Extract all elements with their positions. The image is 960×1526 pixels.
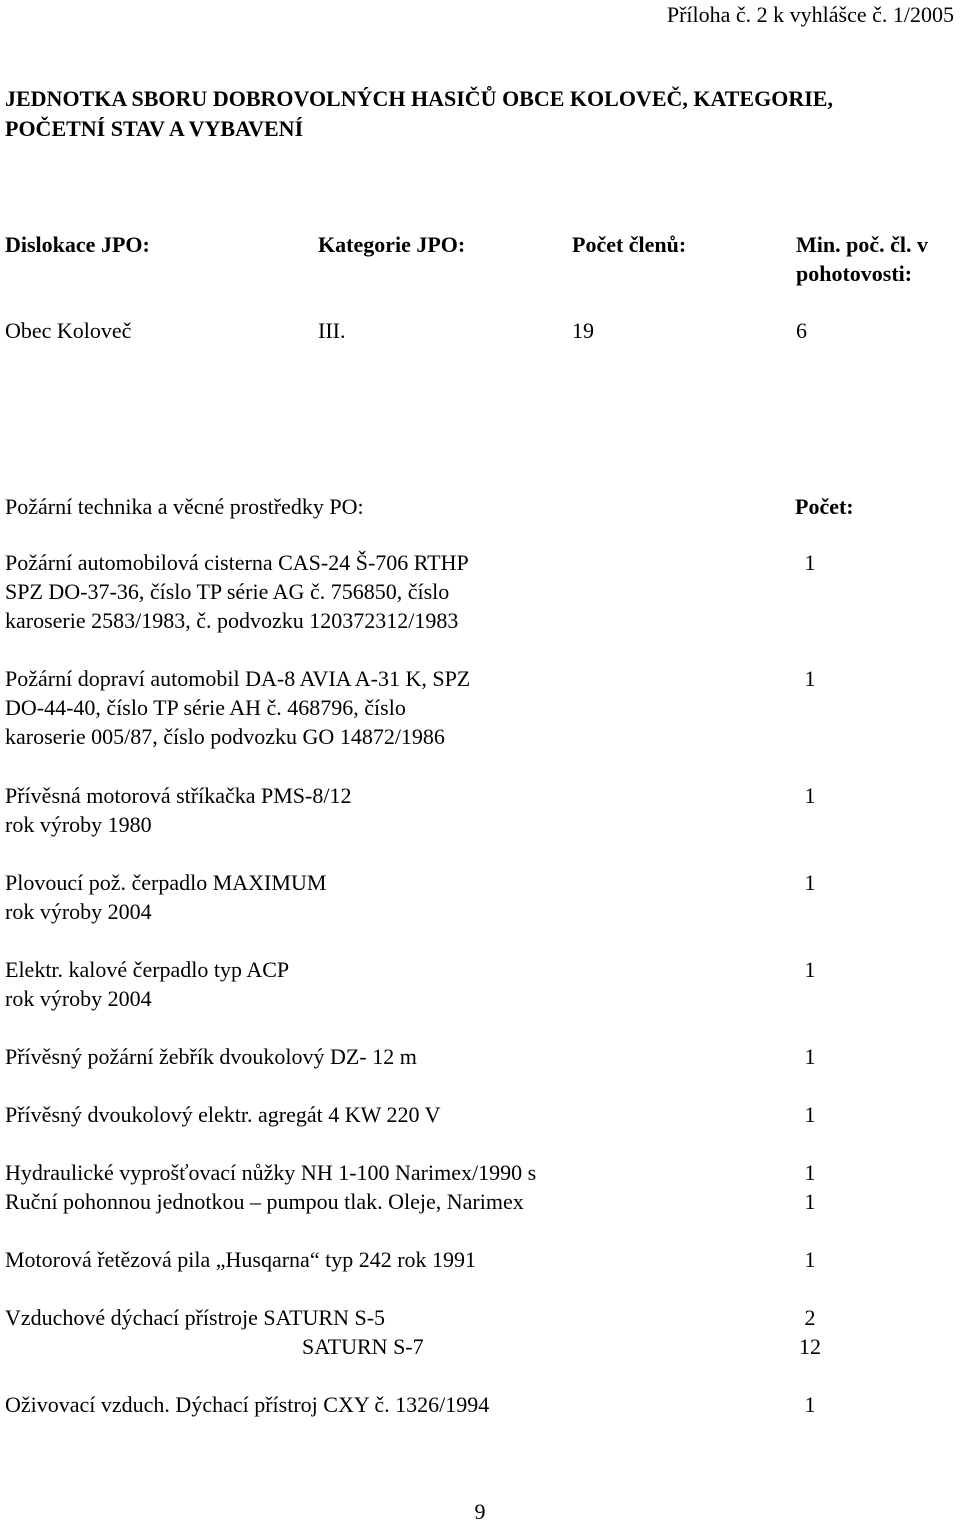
equipment-item: Oživovací vzduch. Dýchací přístroj CXY č. 1326/1994: [5, 1392, 490, 1417]
label-dislocation: Dislokace JPO:: [5, 232, 150, 257]
annex-reference: Příloha č. 2 k vyhlášce č. 1/2005: [666, 2, 954, 27]
equipment-item: Požární automobilová cisterna CAS-24 Š-706 RTHP SPZ DO-37-36, číslo TP série AG č. 756850, číslo karoserie 2583/1983, č. podvozku 120372312/1983: [5, 550, 469, 633]
equipment-heading: Požární technika a věcné prostředky PO:: [5, 494, 364, 519]
equipment-item: Ruční pohonnou jednotkou – pumpou tlak. Oleje, Narimex: [5, 1189, 524, 1214]
label-min-ready-cont: pohotovosti:: [796, 261, 913, 286]
title-line: JEDNOTKA SBORU DOBROVOLNÝCH HASIČŮ OBCE KOLOVEČ, KATEGORIE,: [5, 86, 833, 111]
equipment-count: 1: [804, 783, 816, 808]
page-number: 9: [474, 1499, 486, 1524]
equipment-item: Plovoucí pož. čerpadlo MAXIMUM rok výroby 2004: [5, 870, 327, 924]
equipment-item: Elektr. kalové čerpadlo typ ACP rok výroby 2004: [5, 957, 290, 1011]
equipment-count: 1: [804, 1247, 816, 1272]
equipment-item: Motorová řetězová pila „Husqarna“ typ 242 rok 1991: [5, 1247, 477, 1272]
value-category: III.: [318, 318, 346, 343]
equipment-item: SATURN S-7: [302, 1334, 424, 1359]
equipment-item: Přívěsná motorová stříkačka PMS-8/12 rok výroby 1980: [5, 783, 352, 837]
equipment-item: Požární dopraví automobil DA-8 AVIA A-31 K, SPZ DO-44-40, číslo TP série AH č. 468796, číslo karoserie 005/87, číslo podvozku GO 14872/1986: [5, 666, 471, 749]
equipment-count: 1: [804, 1044, 816, 1069]
value-min-ready: 6: [796, 318, 807, 343]
equipment-count: 1: [804, 1392, 816, 1417]
document-title: [5, 84, 833, 144]
equipment-item: Vzduchové dýchací přístroje SATURN S-5: [5, 1305, 386, 1330]
equipment-count: 1: [804, 1102, 816, 1127]
value-dislocation: Obec Koloveč: [5, 318, 132, 343]
equipment-item: Přívěsný dvoukolový elektr. agregát 4 KW 220 V: [5, 1102, 441, 1127]
equipment-item: Hydraulické vyprošťovací nůžky NH 1-100 Narimex/1990 s: [5, 1160, 537, 1185]
value-member-count: 19: [572, 318, 594, 343]
equipment-count: 12: [799, 1334, 821, 1359]
equipment-count: 2: [804, 1305, 816, 1330]
equipment-count: 1: [804, 870, 816, 895]
equipment-count: 1: [804, 1189, 816, 1214]
equipment-count: 1: [804, 550, 816, 575]
equipment-count: 1: [804, 957, 816, 982]
label-member-count: Počet členů:: [572, 232, 687, 257]
label-min-ready: Min. poč. čl. v: [796, 232, 928, 257]
equipment-item: Přívěsný požární žebřík dvoukolový DZ- 12 m: [5, 1044, 417, 1069]
title-line: POČETNÍ STAV A VYBAVENÍ: [5, 116, 304, 141]
equipment-count: 1: [804, 666, 816, 691]
equipment-count: 1: [804, 1160, 816, 1185]
label-category: Kategorie JPO:: [318, 232, 466, 257]
count-heading: Počet:: [795, 494, 854, 519]
